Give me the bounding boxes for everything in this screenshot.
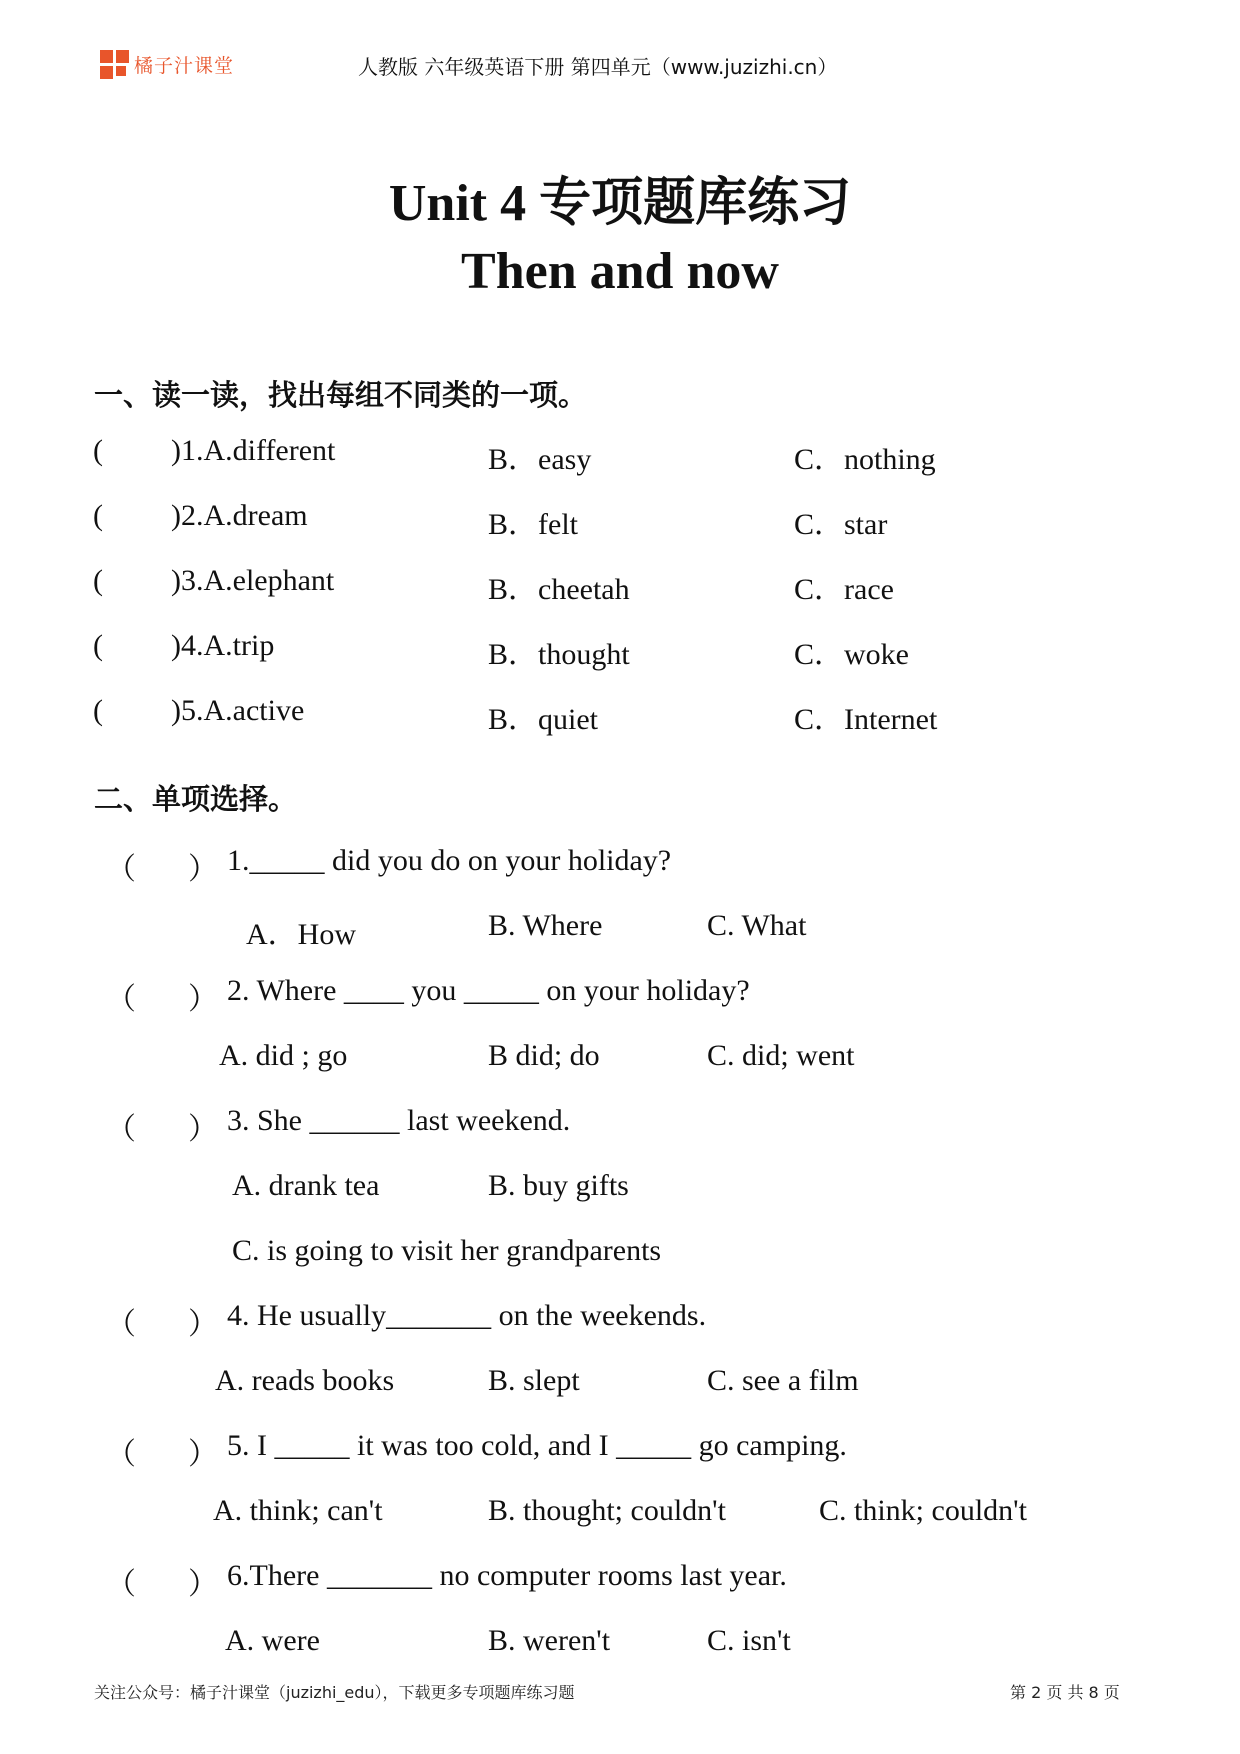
question-stem: 3. She ______ last weekend. (227, 1104, 571, 1137)
answer-paren-open[interactable]: （ (106, 1308, 136, 1341)
answer-paren-open[interactable]: （ (106, 853, 136, 886)
option-a: A. think; can't (213, 1494, 383, 1527)
question-stem: 5. I _____ it was too cold, and I _____ go camping. (227, 1429, 847, 1462)
option-c: C. did; went (707, 1039, 855, 1072)
question-stem: 4. He usually_______ on the weekends. (227, 1299, 707, 1332)
option-a: A. reads books (215, 1364, 395, 1397)
page-number: 第 2 页 共 8 页 (1010, 1683, 1120, 1702)
option-c: C. is going to visit her grandparents (232, 1234, 662, 1267)
option-c: C．woke (794, 638, 909, 671)
section-heading-1: 一、读一读，找出每组不同类的一项。 (94, 378, 588, 412)
option-c: C．Internet (794, 703, 938, 736)
option-b: B. buy gifts (488, 1169, 629, 1202)
option-a: A. drank tea (232, 1169, 380, 1202)
option-b: B. Where (488, 909, 603, 942)
answer-paren-close: ） (188, 1568, 218, 1601)
page-subtitle: Then and now (461, 243, 779, 300)
option-a: )4.A.trip (171, 629, 275, 662)
answer-paren-close: ） (188, 1438, 218, 1471)
section-heading-2: 二、单项选择。 (94, 782, 298, 816)
page-title: Unit 4 专项题库练习 (388, 175, 852, 232)
answer-paren-close: ） (188, 1113, 218, 1146)
brand-logo-icon (100, 50, 130, 80)
answer-paren-open[interactable]: （ (106, 1438, 136, 1471)
option-c: C. isn't (707, 1624, 791, 1657)
option-c: C. think; couldn't (819, 1494, 1027, 1527)
option-a: A. did ; go (219, 1039, 348, 1072)
header-title: 人教版 六年级英语下册 第四单元（www.juzizhi.cn） (358, 55, 838, 79)
option-c: C. see a film (707, 1364, 859, 1397)
option-b: B did; do (488, 1039, 600, 1072)
option-b: B. thought; couldn't (488, 1494, 726, 1527)
option-c: C．race (794, 573, 894, 606)
option-b: B．quiet (488, 703, 598, 736)
option-a: )1.A.different (171, 434, 336, 467)
option-b: B. slept (488, 1364, 580, 1397)
answer-paren-open[interactable]: （ (106, 1113, 136, 1146)
answer-paren[interactable]: ( (93, 694, 103, 727)
option-c: C. What (707, 909, 807, 942)
question-stem: 2. Where ____ you _____ on your holiday? (227, 974, 750, 1007)
option-c: C．star (794, 508, 888, 541)
question-stem: 1._____ did you do on your holiday? (227, 844, 672, 877)
question-stem: 6.There _______ no computer rooms last year. (227, 1559, 787, 1592)
answer-paren[interactable]: ( (93, 629, 103, 662)
answer-paren-close: ） (188, 1308, 218, 1341)
option-a: )5.A.active (171, 694, 305, 727)
answer-paren-close: ） (188, 853, 218, 886)
option-c: C．nothing (794, 443, 936, 476)
option-b: B．easy (488, 443, 592, 476)
option-b: B．felt (488, 508, 578, 541)
answer-paren[interactable]: ( (93, 434, 103, 467)
option-a: A．How (246, 918, 356, 951)
option-a: )3.A.elephant (171, 564, 335, 597)
answer-paren-close: ） (188, 983, 218, 1016)
footer-promo: 关注公众号：橘子汁课堂（juzizhi_edu），下载更多专项题库练习题 (94, 1683, 575, 1702)
option-a: )2.A.dream (171, 499, 308, 532)
option-b: B. weren't (488, 1624, 611, 1657)
answer-paren[interactable]: ( (93, 564, 103, 597)
answer-paren-open[interactable]: （ (106, 1568, 136, 1601)
option-a: A. were (225, 1624, 320, 1657)
option-b: B．thought (488, 638, 630, 671)
brand-name: 橘子汁课堂 (134, 55, 235, 77)
answer-paren[interactable]: ( (93, 499, 103, 532)
answer-paren-open[interactable]: （ (106, 983, 136, 1016)
option-b: B．cheetah (488, 573, 630, 606)
